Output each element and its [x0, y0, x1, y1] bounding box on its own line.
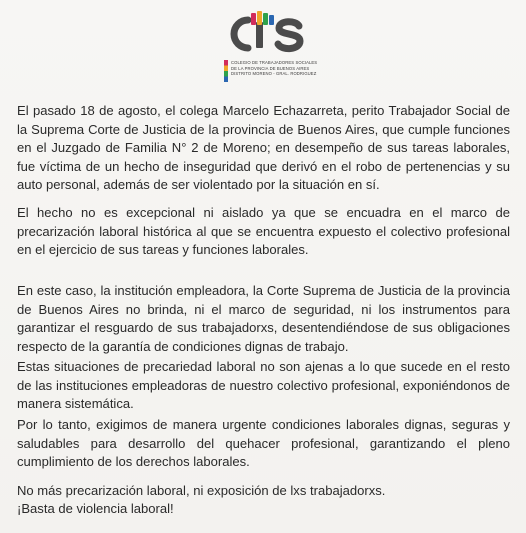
closing-slogan: ¡Basta de violencia laboral! — [17, 501, 174, 516]
logo-subtitle — [231, 60, 318, 77]
logo-line-3: DISTRITO MORENO - GRAL. RODRIGUEZ — [231, 71, 317, 77]
paragraph: Por lo tanto, exigimos de manera urgente condiciones laborales dignas, seguras y saludables para desarrollo del quehacer profesional, garantizando el pleno cumplimiento de los derechos laborales. — [17, 417, 510, 470]
paragraph: Estas situaciones de precariedad laboral no son ajenas a lo que sucede en el resto de las instituciones empleadoras de nuestro colectivo profesional, exponiéndonos de manera sistemática. — [17, 359, 510, 412]
paragraph: El hecho no es excepcional ni aislado ya que se encuadra en el marco de precarización laboral histórica al que se encuentra expuesto el colectivo profesional en el ejercicio de sus tareas y funciones laborales. — [17, 205, 510, 258]
paragraph: En este caso, la institución empleadora, la Corte Suprema de Justicia de la provincia de Buenos Aires no brinda, ni el marco de seguridad, ni los instrumentos para garantizar el resguardo de sus trabajadorxs, desentendiéndose de sus obligaciones respecto de la garantía de condiciones dignas de trabajo. — [17, 283, 510, 354]
closing-line: No más precarización laboral, ni exposición de lxs trabajadorxs. — [17, 483, 386, 498]
cts-logo-mark — [224, 10, 306, 58]
logo-line-2: DE LA PROVINCIA DE BUENOS AIRES — [231, 65, 310, 71]
cts-logo — [224, 10, 318, 90]
logo-line-1: COLEGIO DE TRABAJADORES SOCIALES — [231, 60, 318, 65]
logo-color-rule — [224, 60, 228, 82]
paragraph: El pasado 18 de agosto, el colega Marcelo Echazarreta, perito Trabajador Social de la Suprema Corte de Justicia de la provincia de Buenos Aires, que cumple funciones en el Juzgado de Familia N° 2 de Moreno; en desempeño de sus tareas laborales, fue víctima de un hecho de inseguridad que derivó en el robo de pertenencias y su auto personal, además de ser violentado por la situación en sí. — [17, 103, 510, 193]
